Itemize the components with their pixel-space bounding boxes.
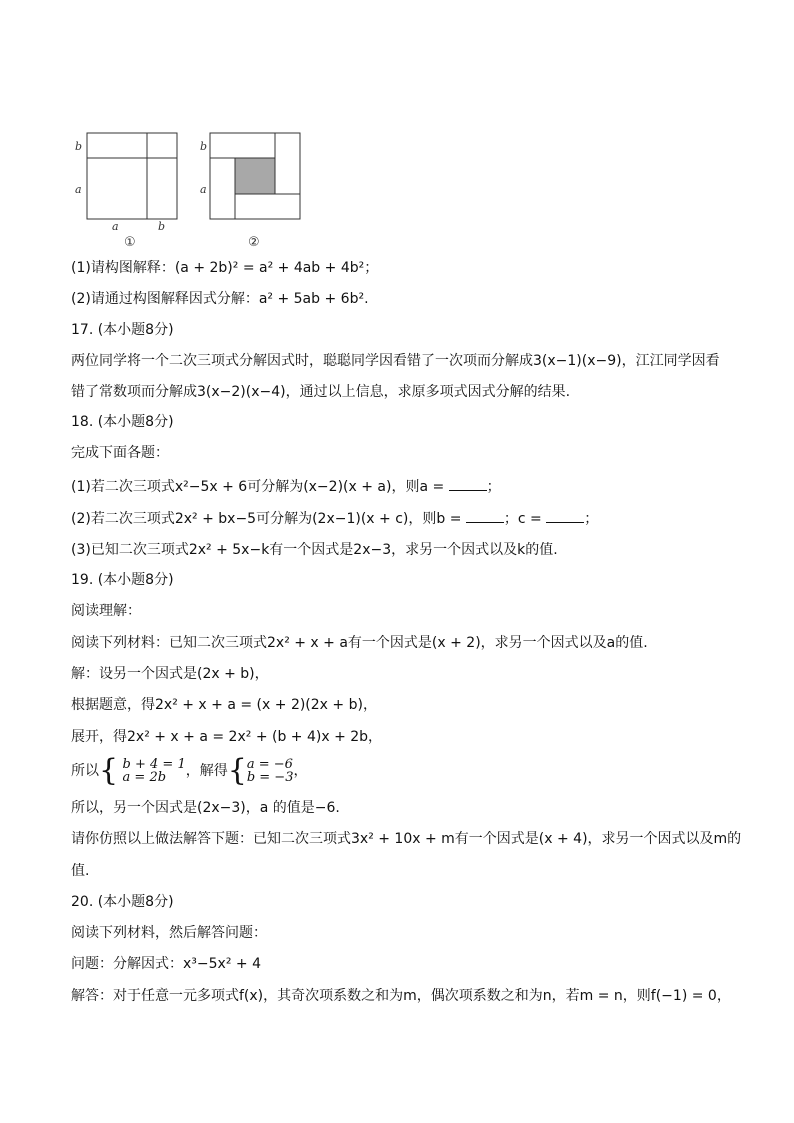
sys-sol1: a = −6 <box>246 757 293 772</box>
q17-header: 17. (本小题8分) <box>71 322 174 338</box>
q18-intro: 完成下面各题： <box>71 445 169 461</box>
fig1-caption: ① <box>124 235 136 250</box>
fig1-label-b: b <box>75 140 83 153</box>
q16-part2: (2)请通过构图解释因式分解：a² + 5ab + 6b². <box>71 291 369 307</box>
equation-system <box>123 758 186 784</box>
q20-header: 20. (本小题8分) <box>71 894 174 910</box>
q19-sys-post: ， <box>293 763 308 779</box>
sys-eq1: b + 4 = 1 <box>122 757 186 772</box>
sys-eq2: a = 2b <box>122 770 167 785</box>
q17-line1: 两位同学将一个二次三项式分解因式时，聪聪同学因看错了一次项而分解成3(x−1)(x−9)，江江同学因看 <box>71 353 720 369</box>
q18-part1-end: ； <box>486 479 501 495</box>
q19-task1: 请你仿照以上做法解答下题：已知二次三项式3x² + 10x + m有一个因式是(x + 4)，求另一个因式以及m的 <box>71 831 742 847</box>
left-brace-2: { <box>227 753 247 788</box>
q19-task2: 值. <box>71 863 90 879</box>
geometry-figures <box>70 126 310 256</box>
q20-problem: 问题：分解因式：x³−5x² + 4 <box>71 956 261 972</box>
q18-header: 18. (本小题8分) <box>71 414 174 430</box>
area-model-diagrams <box>70 126 310 256</box>
q17-line2: 错了常数项而分解成3(x−2)(x−4)，通过以上信息，求原多项式因式分解的结果. <box>71 384 571 400</box>
q18-part2-text: (2)若二次三项式2x² + bx−5可分解为(2x−1)(x + c)，则b = <box>71 511 466 527</box>
figure-2 <box>200 133 300 250</box>
q19-header: 19. (本小题8分) <box>71 572 174 588</box>
q18-part2 <box>71 508 754 529</box>
q19-sol3: 展开，得2x² + x + a = 2x² + (b + 4)x + 2b， <box>71 729 383 745</box>
q18-part1-text: (1)若二次三项式x²−5x + 6可分解为(x−2)(x + a)，则a = <box>71 479 449 495</box>
left-brace: { <box>99 753 119 788</box>
q20-answer: 解答：对于任意一元多项式f(x)，其奇次项系数之和为m，偶次项系数之和为n，若m = n，则f(−1) = 0， <box>71 988 731 1004</box>
shaded-square <box>235 158 275 194</box>
q20-intro: 阅读下列材料，然后解答问题： <box>71 925 267 941</box>
q19-sol2: 根据题意，得2x² + x + a = (x + 2)(2x + b)， <box>71 697 377 713</box>
fig1-label-xb: b <box>158 220 166 233</box>
answer-blank-a[interactable] <box>449 476 487 491</box>
fig2-label-b: b <box>200 140 208 153</box>
q19-material: 阅读下列材料：已知二次三项式2x² + x + a有一个因式是(x + 2)，求另一个因式以及a的值. <box>71 635 648 651</box>
figure-1 <box>75 133 177 250</box>
q19-sol5: 所以，另一个因式是(2x−3)，a 的值是−6. <box>71 800 340 816</box>
answer-blank-c[interactable] <box>546 508 584 523</box>
answer-blank-b[interactable] <box>466 508 504 523</box>
sys-sol2: b = −3 <box>246 770 294 785</box>
solution-system <box>247 758 294 784</box>
fig1-label-xa: a <box>112 220 119 233</box>
fig1-label-a: a <box>75 183 82 196</box>
q19-sys-mid: ，解得 <box>185 763 228 779</box>
q19-intro: 阅读理解： <box>71 603 141 619</box>
q18-part2-end: ； <box>584 511 599 527</box>
q18-part3: (3)已知二次三项式2x² + 5x−k有一个因式是2x−3，求另一个因式以及k的值. <box>71 542 558 558</box>
q19-sol1: 解：设另一个因式是(2x + b)， <box>71 666 269 682</box>
q19-sys-pre: 所以 <box>71 763 99 779</box>
q19-system <box>71 753 754 788</box>
q16-part1: (1)请构图解释：(a + 2b)² = a² + 4ab + 4b²； <box>71 260 379 276</box>
q18-part1 <box>71 476 754 497</box>
q18-part2-mid: ；c = <box>503 511 547 527</box>
fig2-label-a: a <box>200 183 207 196</box>
fig2-caption: ② <box>248 235 260 250</box>
